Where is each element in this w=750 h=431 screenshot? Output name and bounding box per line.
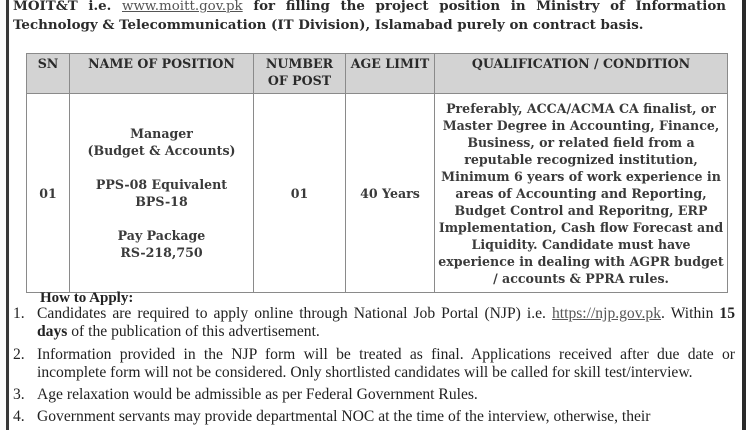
cell-number-of-post: 01: [254, 94, 346, 293]
how-to-apply-heading: How to Apply:: [40, 290, 134, 306]
intro-line1-text: for filling the project position in Ministry of Information: [253, 0, 726, 14]
position-bps: BPS-18: [135, 194, 188, 209]
intro-paragraph: [13, 0, 726, 35]
header-sn: SN: [27, 54, 70, 94]
cell-qualification: Preferably, ACCA/ACMA CA finalist, or Master Degree in Accounting, Finance, Business, or related field from a reputable recognized institution, Minimum 6 years of work experience in areas of Accounting and Reporting, Budget Control and Reporitng, ERP Implementation, Cash flow Forecast and Liquidity. Candidate must have experience in dealing with AGPR budget / accounts & PPRA rules.: [435, 94, 728, 293]
cell-position: [70, 94, 254, 293]
step-text: Government servants may provide departmental NOC at the time of the interview, otherwise, their: [37, 408, 651, 426]
step-punctuation: .: [661, 305, 665, 322]
step-text-line2-suffix: of the publication of this advertisement.: [71, 323, 320, 341]
step-text: Information provided in the NJP form will be treated as final. Applications received after due date or incomplete form will not be considered. Only shortlisted candidates will be called for skill test/interview.: [37, 345, 735, 381]
step-text-line2-prefix: Within: [670, 305, 714, 322]
header-qualification: QUALIFICATION / CONDITION: [435, 54, 728, 94]
step-text: Age relaxation would be admissible as per Federal Government Rules.: [37, 386, 478, 404]
header-name-of-position: NAME OF POSITION: [70, 54, 254, 94]
deadline-days: 15 days: [37, 305, 736, 341]
pay-amount: RS-218,750: [120, 245, 203, 260]
step-text: Candidates are required to apply online through National Job Portal (NJP) i.e.: [37, 305, 546, 322]
cell-age-limit: 40 Years: [346, 94, 435, 293]
table-row: [27, 94, 728, 293]
intro-prefix: MOIT&T i.e.: [13, 0, 112, 14]
cell-sn: 01: [27, 94, 70, 293]
step-number: 3.: [13, 386, 25, 404]
njp-portal-link[interactable]: https://njp.gov.pk: [551, 305, 662, 322]
page-border-left: [6, 0, 9, 430]
moitt-website-link[interactable]: www.moitt.gov.pk: [122, 0, 243, 14]
list-item: [13, 346, 735, 383]
position-scale: PPS-08 Equivalent: [95, 177, 228, 192]
position-subtitle: (Budget & Accounts): [87, 143, 236, 158]
step-number: 1.: [13, 305, 25, 322]
intro-line-2: Technology & Telecommunication (IT Division), Islamabad purely on contract basis.: [13, 17, 644, 33]
pay-label: Pay Package: [117, 228, 206, 243]
list-item: [13, 305, 735, 342]
list-item: [13, 386, 735, 404]
page-border-right: [742, 0, 746, 430]
header-number-of-post: NUMBER OF POST: [254, 54, 346, 94]
header-age-limit: AGE LIMIT: [346, 54, 435, 94]
step-number: 2.: [13, 345, 25, 363]
positions-table: [26, 53, 728, 293]
list-item: [13, 408, 735, 426]
how-to-apply-list: [13, 305, 735, 431]
step-number: 4.: [13, 408, 25, 426]
table-header-row: [27, 54, 728, 94]
position-title: Manager: [130, 126, 193, 141]
intro-line-1: [13, 0, 726, 16]
